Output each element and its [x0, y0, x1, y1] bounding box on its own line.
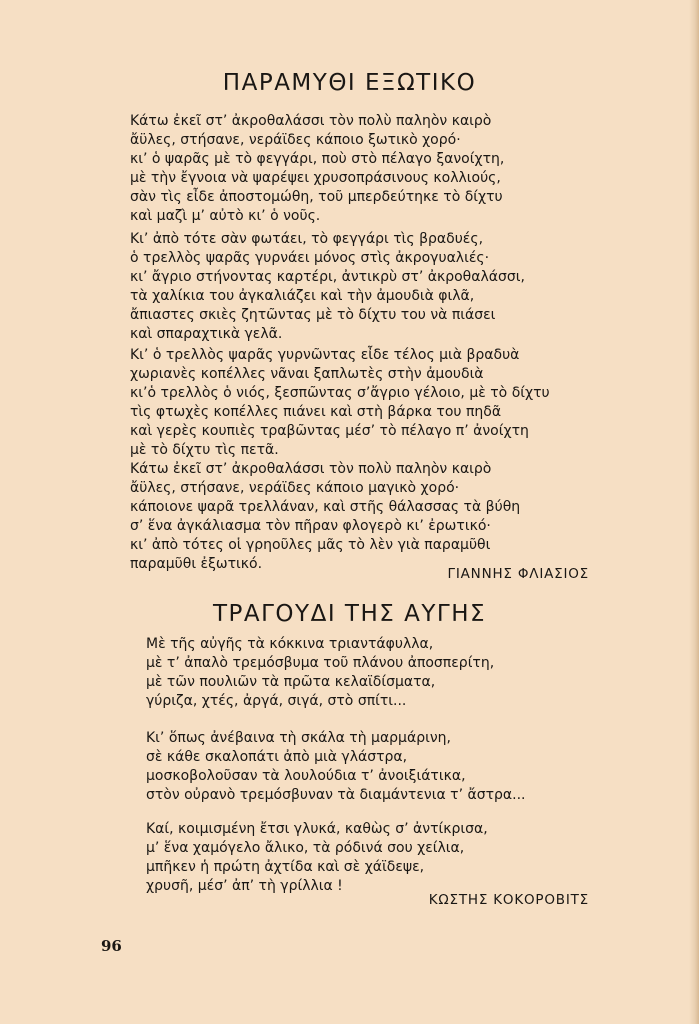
poem-line: γύριζα, χτές, ἀργά, σιγά, στὸ σπίτι...: [146, 693, 407, 709]
poem-line: τὰ χαλίκια του ἀγκαλιάζει καὶ τὴν ἀμουδιὰ φιλᾶ,: [130, 288, 475, 304]
poem-line: Μὲ τῆς αὐγῆς τὰ κόκκινα τριαντάφυλλα,: [146, 636, 434, 652]
poem-line: μὲ τῶν πουλιῶν τὰ πρῶτα κελαϊδίσματα,: [146, 674, 436, 690]
poem-line: ὁ τρελλὸς ψαρᾶς γυρνάει μόνος στὶς ἀκρογυαλιές·: [130, 250, 490, 266]
poem-line: κι’ ὁ ψαρᾶς μὲ τὸ φεγγάρι, ποὺ στὸ πέλαγο ξανοίχτη,: [130, 151, 505, 167]
poem-line: μ’ ἕνα χαμόγελο ἄλικο, τὰ ρόδινά σου χείλια,: [146, 840, 465, 856]
poem-line: καὶ μαζὶ μ’ αὐτὸ κι’ ὁ νοῦς.: [130, 208, 321, 224]
poem-line: Κάτω ἐκεῖ στ’ ἀκροθαλάσσι τὸν πολὺ παληὸν καιρὸ: [130, 461, 492, 477]
poem-line: στὸν οὐρανὸ τρεμόσβυναν τὰ διαμάντενια τ’ ἄστρα...: [146, 787, 526, 803]
poem-line: ἄϋλες, στήσανε, νεράϊδες κάποιο μαγικὸ χορό·: [130, 480, 460, 496]
poem2-stanza-1: [146, 635, 494, 711]
poem2-stanza-2: [146, 729, 526, 805]
poem2-author: ΚΩΣΤΗΣ ΚΟΚΟΡΟΒΙΤΣ: [428, 892, 589, 908]
poem-line: Καί, κοιμισμένη ἔτσι γλυκά, καθὼς σ’ ἀντίκρισα,: [146, 821, 488, 837]
poem-line: ἄπιαστες σκιὲς ζητῶντας μὲ τὸ δίχτυ του νὰ πιάσει: [130, 307, 496, 323]
poem-line: κι’ ἄγριο στήνοντας καρτέρι, ἀντικρὺ στ’ ἀκροθαλάσσι,: [130, 269, 525, 285]
poem-line: μὲ τὸ δίχτυ τὶς πετᾶ.: [130, 442, 279, 458]
poem1-stanza-3: [130, 346, 550, 460]
poem-line: ἄϋλες, στήσανε, νεράϊδες κάποιο ξωτικὸ χορό·: [130, 132, 461, 148]
poem1-stanza-4: [130, 460, 520, 574]
poem-line: κι’ὁ τρελλὸς ὁ νιός, ξεσπῶντας σ’ἄγριο γέλοιο, μὲ τὸ δίχτυ: [130, 385, 550, 401]
poem-line: Κι’ ὅπως ἀνέβαινα τὴ σκάλα τὴ μαρμάρινη,: [146, 730, 451, 746]
page-edge-shadow: [689, 0, 699, 1024]
poem-line: καὶ σπαραχτικὰ γελᾶ.: [130, 326, 283, 342]
poem2-title: ΤΡΑΓΟΥΔΙ ΤΗΣ ΑΥΓΗΣ: [212, 601, 487, 627]
poem-line: μπῆκεν ἡ πρώτη ἀχτίδα καὶ σὲ χάϊδεψε,: [146, 859, 425, 875]
page-number: 96: [101, 937, 122, 955]
poem-line: σὲ κάθε σκαλοπάτι ἀπὸ μιὰ γλάστρα,: [146, 749, 408, 765]
poem-line: χρυσῆ, μέσ’ ἀπ’ τὴ γρίλλια !: [146, 878, 343, 894]
poem-line: κι’ ἀπὸ τότες οἱ γρηοῦλες μᾶς τὸ λὲν γιὰ παραμῦθι: [130, 537, 491, 553]
poem1-stanza-2: [130, 230, 525, 344]
poem-line: σὰν τὶς εἶδε ἀποστομώθη, τοῦ μπερδεύτηκε τὸ δίχτυ: [130, 189, 503, 205]
poem-line: μοσκοβολοῦσαν τὰ λουλούδια τ’ ἀνοιξιάτικα,: [146, 768, 466, 784]
poem-line: Κι’ ὁ τρελλὸς ψαρᾶς γυρνῶντας εἶδε τέλος μιὰ βραδυὰ: [130, 347, 520, 363]
poem1-title: ΠΑΡΑΜΥΘΙ ΕΞΩΤΙΚΟ: [222, 70, 477, 96]
poem-line: καὶ γερὲς κουπιὲς τραβῶντας μέσ’ τὸ πέλαγο π’ ἀνοίχτη: [130, 423, 529, 439]
poem-line: Κάτω ἐκεῖ στ’ ἀκροθαλάσσι τὸν πολὺ παληὸν καιρὸ: [130, 113, 492, 129]
poem1-stanza-1: [130, 112, 504, 226]
poem-line: παραμῦθι ἐξωτικό.: [130, 556, 263, 572]
poem2-stanza-3: [146, 820, 488, 896]
poem-line: μὲ τὴν ἔγνοια νὰ ψαρέψει χρυσοπράσινους κολλιούς,: [130, 170, 501, 186]
poem-line: σ’ ἕνα ἀγκάλιασμα τὸν πῆραν φλογερὸ κι’ ἐρωτικό·: [130, 518, 491, 534]
poem-line: μὲ τ’ ἀπαλὸ τρεμόσβυμα τοῦ πλάνου ἀποσπερίτη,: [146, 655, 495, 671]
poem-line: χωριανὲς κοπέλλες νᾶναι ξαπλωτὲς στὴν ἀμουδιὰ: [130, 366, 484, 382]
poem1-author: ΓΙΑΝΝΗΣ ΦΛΙΑΣΙΟΣ: [447, 566, 589, 582]
poem-line: κάποιονε ψαρᾶ τρελλάναν, καὶ στῆς θάλασσας τὰ βύθη: [130, 499, 521, 515]
poem-line: Κι’ ἀπὸ τότε σὰν φωτάει, τὸ φεγγάρι τὶς βραδυές,: [130, 231, 484, 247]
poem-line: τὶς φτωχὲς κοπέλλες πιάνει καὶ στὴ βάρκα του πηδᾶ: [130, 404, 502, 420]
